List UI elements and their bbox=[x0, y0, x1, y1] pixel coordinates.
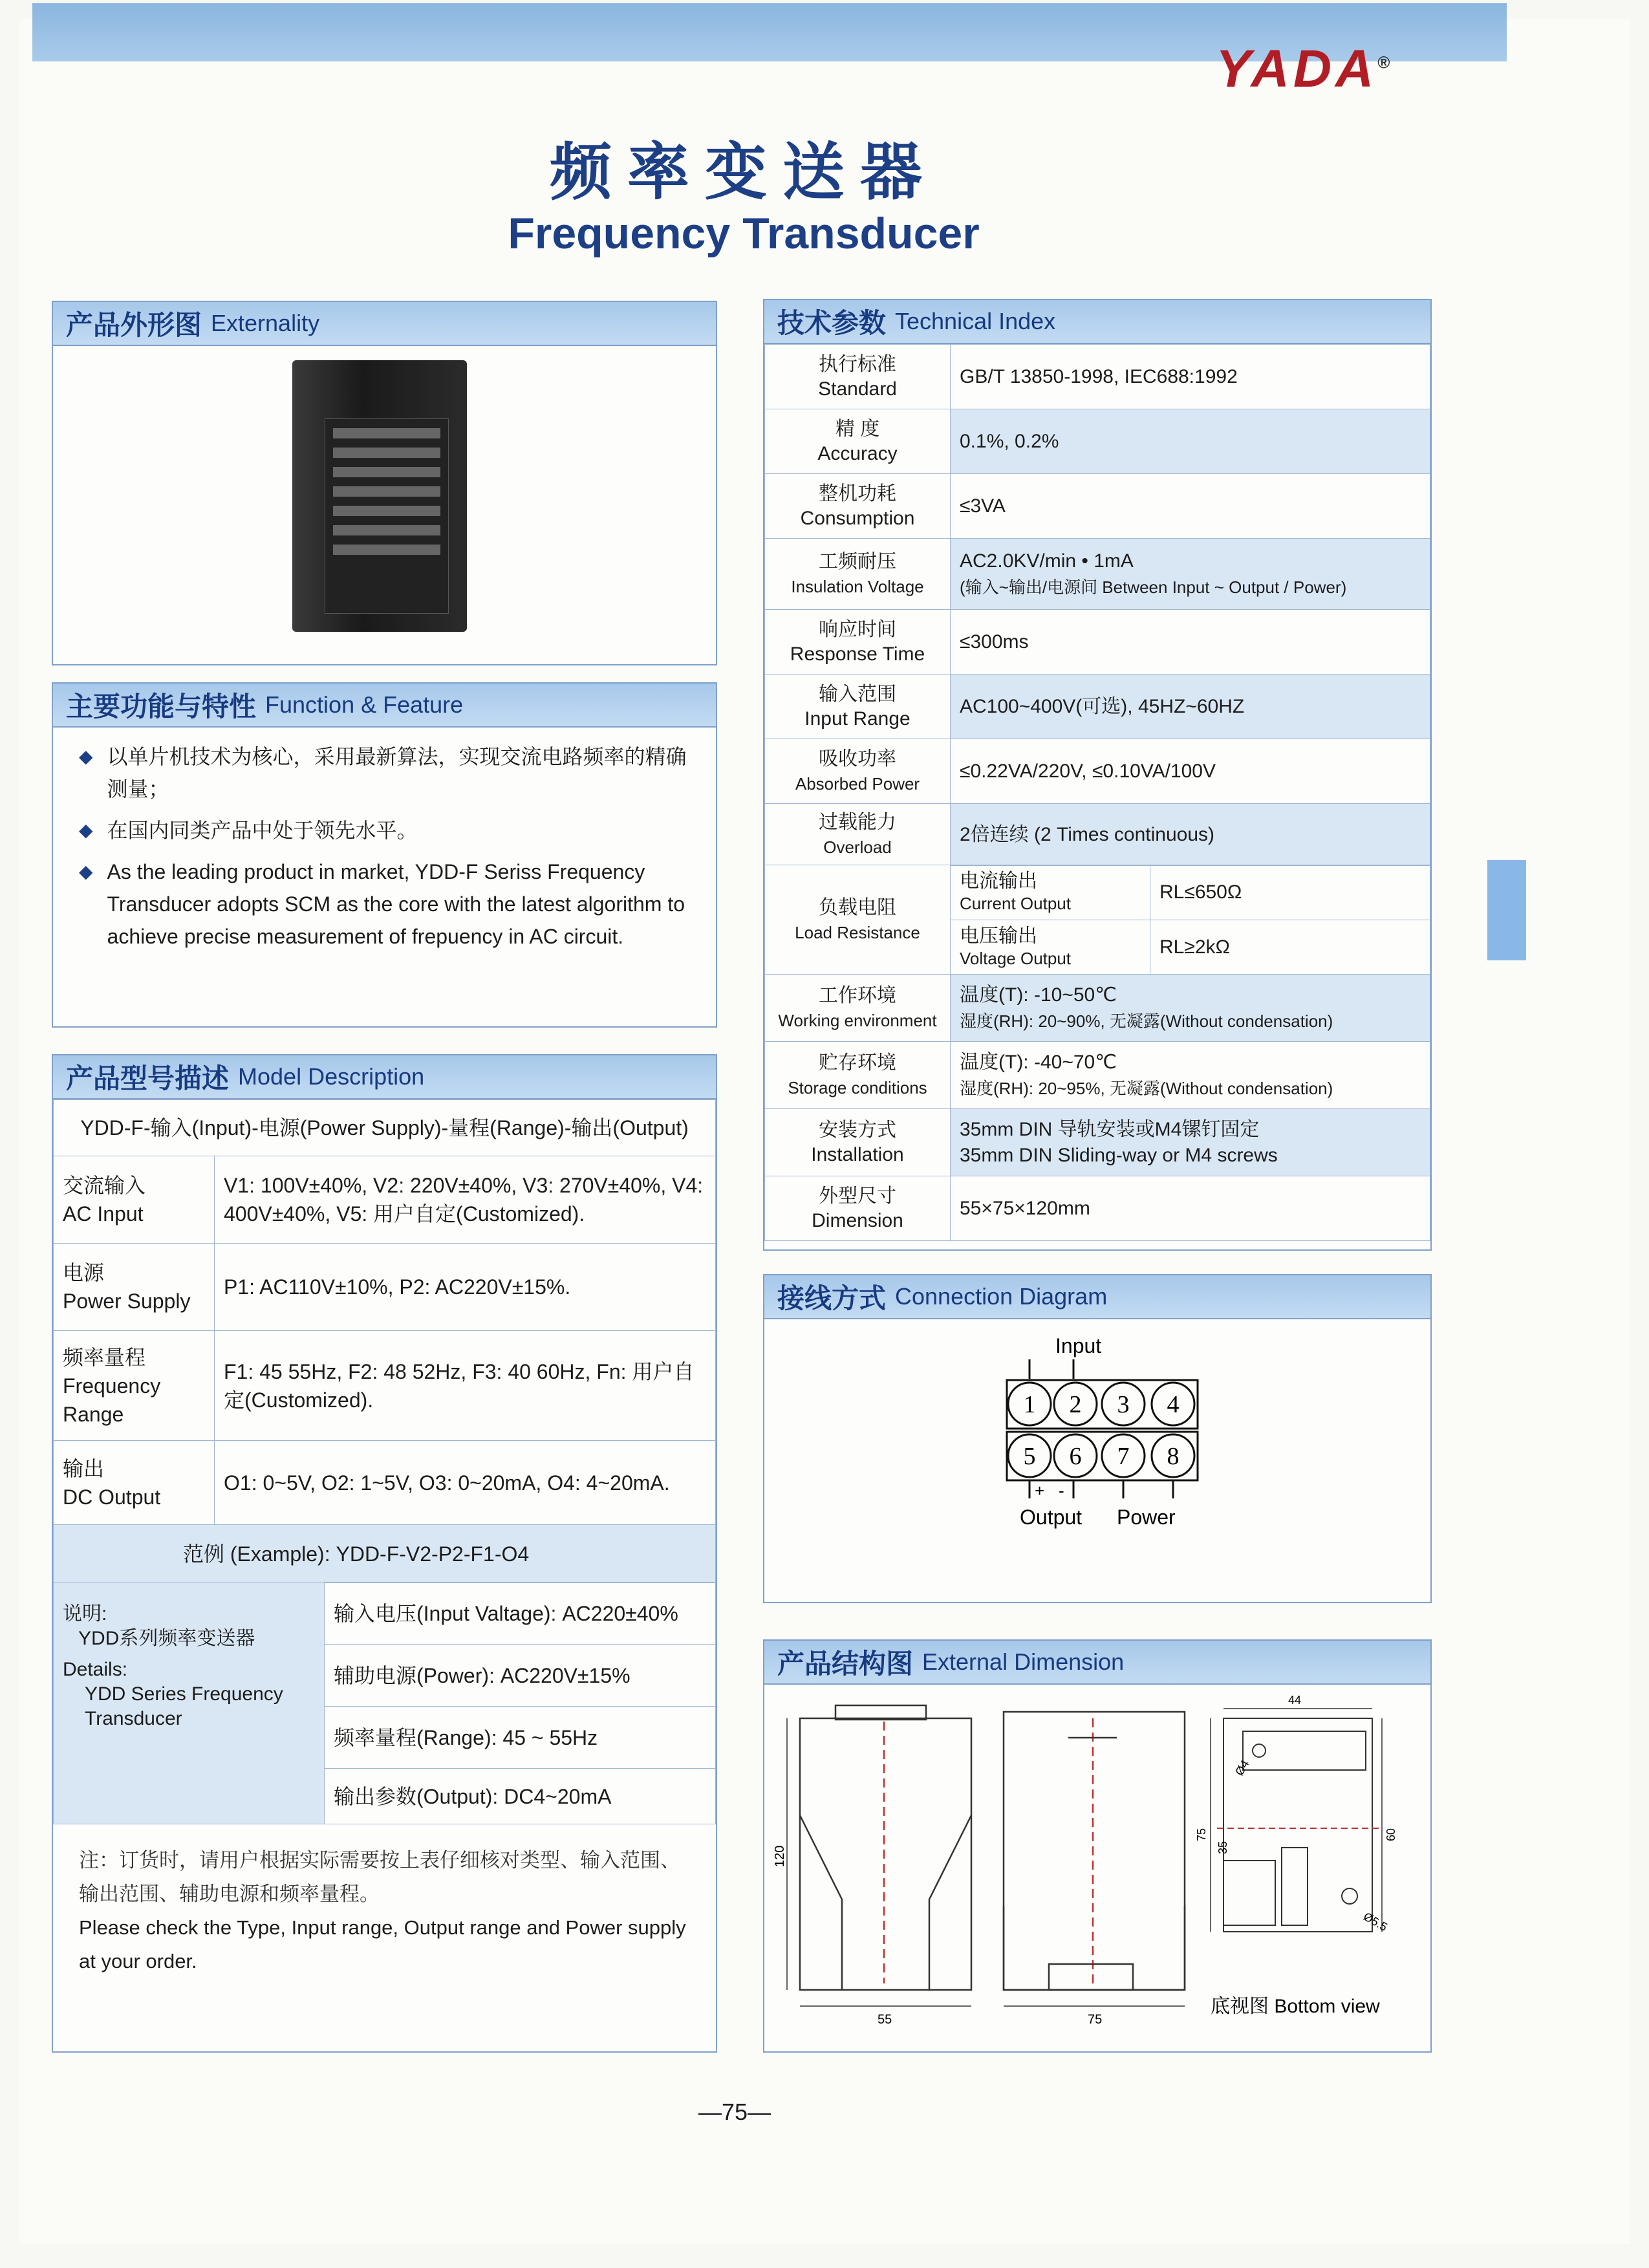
model-format: YDD-F-输入(Input)-电源(Power Supply)-量程(Range)-输出(Output) bbox=[54, 1100, 716, 1156]
panel-header: 产品型号描述 Model Description bbox=[53, 1055, 716, 1099]
front-view bbox=[1004, 1712, 1185, 2006]
tech-label: 执行标准 Standard bbox=[765, 345, 951, 409]
plus-label: + bbox=[1035, 1481, 1045, 1500]
tech-value: 2倍连续 (2 Times continuous) bbox=[951, 804, 1430, 866]
tech-value: ≤3VA bbox=[951, 474, 1430, 539]
details-item: 输入电压(Input Valtage): AC220±40% bbox=[325, 1582, 716, 1645]
row-label: 交流输入 AC Input bbox=[54, 1156, 215, 1244]
externality-panel bbox=[52, 301, 717, 665]
dimension-panel bbox=[763, 1639, 1432, 2053]
dim-height-label: 120 bbox=[773, 1845, 787, 1867]
connection-diagram bbox=[764, 1321, 1430, 1599]
terminal-1 bbox=[1008, 1383, 1051, 1425]
side-tab bbox=[1487, 860, 1526, 960]
tech-value: ≤0.22VA/220V, ≤0.10VA/100V bbox=[951, 739, 1430, 804]
svg-text:2: 2 bbox=[1069, 1391, 1082, 1418]
tech-value: 35mm DIN 导轨安装或M4镙钉固定 35mm DIN Sliding-way or M4 screws bbox=[951, 1109, 1430, 1176]
tech-label: 负载电阻 Load Resistance bbox=[765, 865, 951, 975]
row-label: 输出 DC Output bbox=[54, 1441, 215, 1525]
row-label: 电源 Power Supply bbox=[54, 1244, 215, 1331]
tech-label: 整机功耗 Consumption bbox=[765, 474, 951, 539]
panel-header: 产品结构图 External Dimension bbox=[764, 1641, 1430, 1685]
tech-label: 外型尺寸 Dimension bbox=[765, 1176, 951, 1241]
dim-width-label: 55 bbox=[878, 2013, 892, 2027]
env-table bbox=[764, 974, 1430, 1241]
row-label: 频率量程 Frequency Range bbox=[54, 1331, 215, 1441]
terminal-3 bbox=[1102, 1383, 1145, 1425]
svg-text:3: 3 bbox=[1117, 1391, 1130, 1418]
load-voltage-label: 电压输出 Voltage Output bbox=[951, 920, 1150, 975]
dim-60-label: 60 bbox=[1385, 1828, 1397, 1841]
dim-44-label: 44 bbox=[1288, 1694, 1302, 1707]
feature-panel bbox=[52, 682, 717, 1028]
tech-value: AC2.0KV/min • 1mA (输入~输出/电源间 Between Input ~ Output / Power) bbox=[951, 539, 1430, 610]
order-note: 注：订货时，请用户根据实际需要按上表仔细核对类型、输入范围、输出范围、辅助电源和频率量程。 Please check the Type, Input range, Output range and Power supply at your order. bbox=[79, 1849, 686, 1972]
row-value: O1: 0~5V, O2: 1~5V, O3: 0~20mA, O4: 4~20mA. bbox=[215, 1441, 716, 1525]
device-photo bbox=[292, 360, 467, 632]
panel-header: 产品外形图 Externality bbox=[53, 302, 716, 346]
connection-panel bbox=[763, 1274, 1432, 1603]
panel-header: 接线方式 Connection Diagram bbox=[764, 1275, 1430, 1319]
feature-item: ◆ 以单片机技术为核心，采用最新算法，实现交流电路频率的精确测量； bbox=[79, 745, 687, 801]
dim-depth-label: 75 bbox=[1088, 2013, 1103, 2027]
dim-d55-label: Ø5.5 bbox=[1361, 1910, 1390, 1934]
tech-label: 响应时间 Response Time bbox=[765, 610, 951, 675]
tech-label: 吸收功率 Absorbed Power bbox=[765, 739, 951, 804]
side-view bbox=[787, 1705, 971, 2006]
load-current-label: 电流输出 Current Output bbox=[951, 865, 1150, 920]
feature-item: ◆ As the leading product in market, YDD-F Seriss Frequency Transducer adopts SCM as the core with the latest algorithm to achieve precise measurement of frepuency in AC circuit. bbox=[79, 860, 685, 948]
tech-value: AC100~400V(可选), 45HZ~60HZ bbox=[951, 675, 1430, 739]
row-value: V1: 100V±40%, V2: 220V±40%, V3: 270V±40%, V4: 400V±40%, V5: 用户自定(Customized). bbox=[215, 1156, 716, 1244]
model-table bbox=[53, 1099, 716, 1583]
terminal-6 bbox=[1054, 1434, 1097, 1477]
details-label: 说明: YDD系列频率变送器 Details: YDD Series Frequency Transducer bbox=[54, 1582, 325, 1824]
svg-text:1: 1 bbox=[1023, 1391, 1036, 1418]
feature-item: ◆ 在国内同类产品中处于领先水平。 bbox=[79, 819, 418, 842]
brand-logo: YADA® bbox=[1216, 39, 1394, 98]
row-value: P1: AC110V±10%, P2: AC220V±15%. bbox=[215, 1244, 716, 1331]
title-en: Frequency Transducer bbox=[508, 209, 980, 258]
details-item: 输出参数(Output): DC4~20mA bbox=[325, 1769, 716, 1824]
tech-value: 0.1%, 0.2% bbox=[951, 409, 1430, 474]
details-table bbox=[53, 1582, 716, 1824]
panel-header: 技术参数 Technical Index bbox=[764, 300, 1430, 344]
load-table bbox=[764, 865, 1430, 975]
tech-label: 精 度 Accuracy bbox=[765, 409, 951, 474]
terminal-5 bbox=[1008, 1434, 1051, 1477]
tech-table bbox=[764, 344, 1430, 866]
bottom-view-caption: 底视图 Bottom view bbox=[1211, 1996, 1380, 2017]
tech-label: 输入范围 Input Range bbox=[765, 675, 951, 739]
dim-75-label: 75 bbox=[1195, 1828, 1208, 1841]
dim-35-label: 35 bbox=[1216, 1841, 1229, 1854]
terminal-7 bbox=[1102, 1434, 1145, 1477]
page-number: —75— bbox=[698, 2099, 771, 2125]
tech-value: 55×75×120mm bbox=[951, 1176, 1430, 1241]
input-label: Input bbox=[1055, 1334, 1102, 1357]
svg-text:8: 8 bbox=[1167, 1443, 1180, 1470]
details-item: 频率量程(Range): 45 ~ 55Hz bbox=[325, 1707, 716, 1769]
tech-label: 安装方式 Installation bbox=[765, 1109, 951, 1176]
terminal-8 bbox=[1152, 1434, 1194, 1477]
terminal-2 bbox=[1054, 1383, 1097, 1425]
power-label: Power bbox=[1117, 1506, 1176, 1529]
model-example: 范例 (Example): YDD-F-V2-P2-F1-O4 bbox=[54, 1525, 716, 1583]
row-value: F1: 45 55Hz, F2: 48 52Hz, F3: 40 60Hz, Fn: 用户自定(Customized). bbox=[215, 1331, 716, 1441]
details-item: 辅助电源(Power): AC220V±15% bbox=[325, 1645, 716, 1707]
svg-text:4: 4 bbox=[1167, 1391, 1180, 1418]
model-panel bbox=[52, 1054, 717, 2053]
terminal-4 bbox=[1152, 1383, 1194, 1425]
svg-text:5: 5 bbox=[1023, 1443, 1036, 1470]
tech-value: 温度(T): -40~70℃ 湿度(RH): 20~95%, 无凝露(Without condensation) bbox=[951, 1042, 1430, 1109]
svg-text:7: 7 bbox=[1117, 1443, 1130, 1470]
tech-label: 工频耐压 Insulation Voltage bbox=[765, 539, 951, 610]
tech-panel bbox=[763, 299, 1432, 1251]
tech-value: GB/T 13850-1998, IEC688:1992 bbox=[951, 345, 1430, 409]
tech-label: 过载能力 Overload bbox=[765, 804, 951, 866]
minus-label: - bbox=[1059, 1481, 1064, 1500]
dimension-drawing bbox=[764, 1686, 1430, 2048]
tech-label: 工作环境 Working environment bbox=[765, 975, 951, 1042]
load-current-value: RL≤650Ω bbox=[1150, 865, 1430, 920]
feature-list bbox=[53, 728, 716, 953]
svg-text:6: 6 bbox=[1069, 1443, 1082, 1470]
tech-value: 温度(T): -10~50℃ 湿度(RH): 20~90%, 无凝露(Without condensation) bbox=[951, 975, 1430, 1042]
bottom-view bbox=[1211, 1709, 1382, 1932]
tech-value: ≤300ms bbox=[951, 610, 1430, 675]
output-label: Output bbox=[1020, 1506, 1083, 1529]
title-cn: 频率变送器 bbox=[550, 136, 938, 208]
dim-d4-label: Ø4 bbox=[1233, 1758, 1252, 1778]
load-voltage-value: RL≥2kΩ bbox=[1150, 920, 1430, 975]
panel-header: 主要功能与特性 Function & Feature bbox=[53, 684, 716, 728]
tech-label: 贮存环境 Storage conditions bbox=[765, 1042, 951, 1109]
